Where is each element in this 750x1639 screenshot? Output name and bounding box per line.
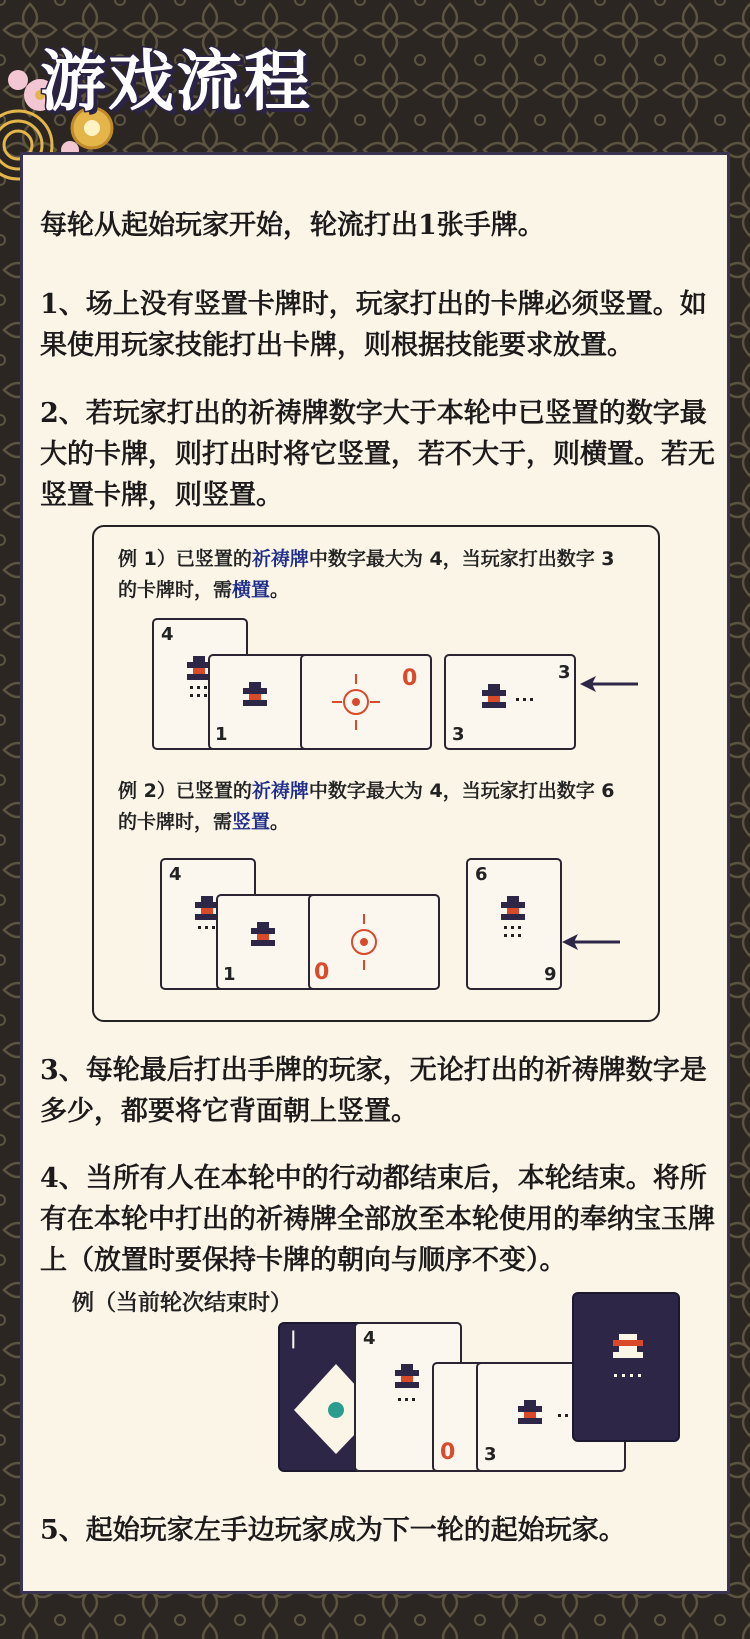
example3-card-0: 0 [432,1362,522,1472]
example3-card-facedown [572,1292,680,1442]
arrow-left-icon [578,672,640,696]
rule-1-paragraph: 1、场上没有竖置卡牌时，玩家打出的卡牌必须竖置。如果使用玩家技能打出卡牌，则根据技能要求放置。 [40,289,707,361]
sun-eye-icon [334,910,394,974]
sun-eye-icon [326,670,386,734]
example3-card-back: | [278,1322,388,1472]
example-1-text: 例 1）已竖置的祈祷牌中数字最大为 4，当玩家打出数字 3 的卡牌时，需横置。 [118,548,615,601]
rule-2-paragraph: 2、若玩家打出的祈祷牌数字大于本轮中已竖置的数字最大的卡牌，则打出时将它竖置，若不大于，则横置。若无竖置卡牌，则竖置。 [40,398,715,511]
example3-card-4: 4 [354,1322,462,1472]
example2-card-1: 1 [216,894,326,990]
arrow-left-icon [560,930,622,954]
example1-card-4: 4 [152,618,248,750]
pixel-figure-icon [498,896,528,946]
example1-card-0: 0 [300,654,432,750]
rule-3-paragraph: 3、每轮最后打出手牌的玩家，无论打出的祈祷牌数字是多少，都要将它背面朝上竖置。 [40,1055,707,1127]
example2-card-6: 6 9 [466,858,562,990]
intro-paragraph: 每轮从起始玩家开始，轮流打出1张手牌。 [40,210,545,241]
example3-card-3: 3 [476,1362,626,1472]
example-2-text: 例 2）已竖置的祈祷牌中数字最大为 4，当玩家打出数字 6 的卡牌时，需竖置。 [118,780,615,833]
example2-card-0: 0 [308,894,440,990]
example2-card-4: 4 [160,858,256,990]
pixel-figure-icon [392,1364,422,1424]
pixel-figure-icon [482,684,542,714]
title-area [0,0,360,160]
pixel-figure-icon [240,682,270,712]
pixel-figure-icon [610,1334,650,1394]
rule-5-paragraph: 5、起始玩家左手边玩家成为下一轮的起始玩家。 [40,1515,626,1546]
example1-card-1: 1 [208,654,318,750]
example1-card-3: 3 3 [444,654,576,750]
pixel-figure-icon [248,922,278,952]
rule-4-paragraph: 4、当所有人在本轮中的行动都结束后，本轮结束。将所有在本轮中打出的祈祷牌全部放至本轮使用的奉纳宝玉牌上（放置时要保持卡牌的朝向与顺序不变）。 [40,1163,715,1276]
page-title: 游戏流程 [40,42,312,120]
example-3-label: 例（当前轮次结束时） [72,1291,293,1316]
